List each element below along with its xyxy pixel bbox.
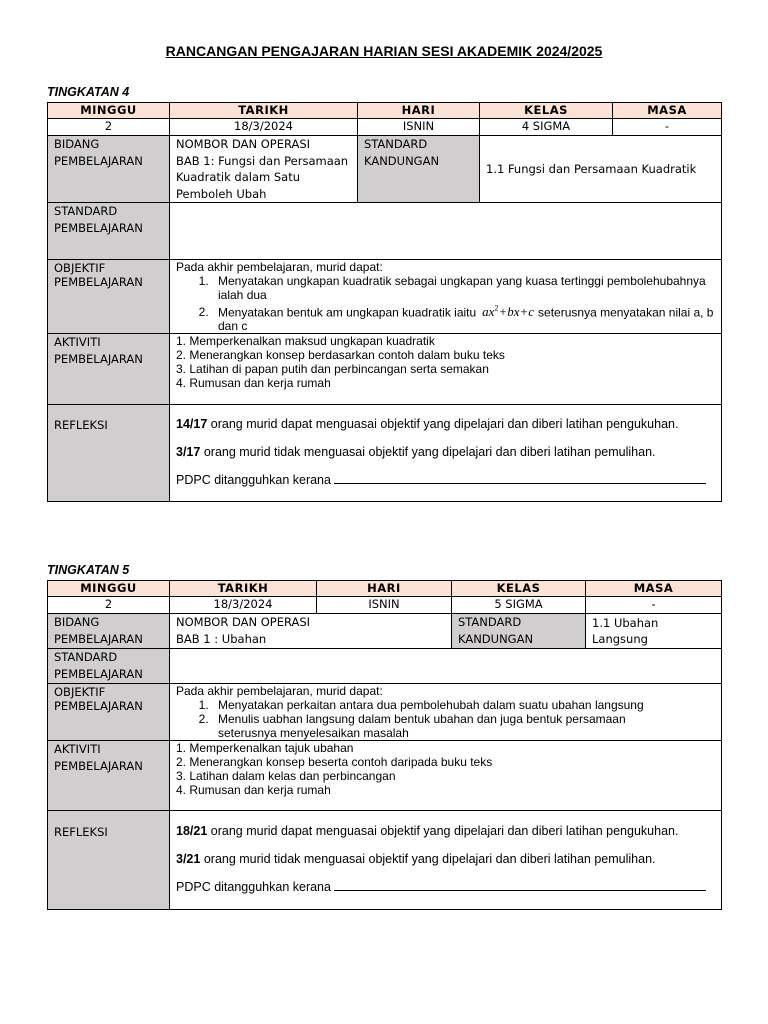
refleksi-fail: 3/21 orang murid tidak menguasai objektif yang dipelajari dan diberi latihan pemulihan. [176, 852, 656, 866]
objektif-item: 2. Menyatakan bentuk am ungkapan kuadratik iaitu $ax^2+bx+c$ seterusnya menyatakan nilai a, b dan c [212, 302, 715, 333]
refleksi-pass: 14/17 orang murid dapat menguasai objektif yang dipelajari dan diberi latihan pengukuhan. [176, 417, 679, 432]
header-minggu: MINGGU [48, 103, 170, 119]
header-tarikh: TARIKH [170, 103, 358, 119]
aktiviti-item: 1. Memperkenalkan tajuk ubahan [176, 741, 354, 755]
header-kelas: KELAS [480, 103, 613, 119]
aktiviti-item: 3. Latihan dalam kelas dan perbincangan [176, 769, 396, 783]
bidang-title: NOMBOR DAN OPERASI [176, 137, 311, 151]
aktiviti-item: 2. Menerangkan konsep berdasarkan contoh dalam buku teks [176, 348, 505, 363]
masa-value: - [613, 119, 722, 136]
kelas-value: 4 SIGMA [480, 119, 613, 136]
bidang-bab: BAB 1: Fungsi dan Persamaan Kuadratik dalam Satu Pemboleh Ubah [176, 153, 349, 201]
objektif-intro: Pada akhir pembelajaran, murid dapat: [176, 684, 383, 698]
standard-pembelajaran-label: STANDARD PEMBELAJARAN [48, 649, 170, 684]
bidang-row [48, 614, 722, 649]
header-hari: HARI [317, 581, 452, 597]
value-row [48, 119, 722, 136]
standard-pembelajaran-row [48, 649, 722, 684]
tarikh-value: 18/3/2024 [170, 119, 358, 136]
hari-value: ISNIN [358, 119, 480, 136]
bidang-row [48, 136, 722, 203]
bidang-label: BIDANG PEMBELAJARAN [48, 614, 170, 649]
header-masa: MASA [586, 581, 722, 597]
refleksi-label: REFLEKSI [48, 811, 170, 910]
refleksi-row [48, 811, 722, 910]
objektif-item: 2. Menulis uabhan langsung dalam bentuk ubahan dan juga bentuk persamaan seterusnya menyelesaikan masalah [212, 712, 675, 740]
page-title: RANCANGAN PENGAJARAN HARIAN SESI AKADEMIK 2024/2025 [165, 43, 603, 59]
pdpc-line: PDPC ditangguhkan kerana [176, 473, 715, 487]
standard-kandungan-value: 1.1 Ubahan Langsung [586, 614, 722, 649]
standard-kandungan-value: 1.1 Fungsi dan Persamaan Kuadratik [480, 136, 722, 203]
aktiviti-row [48, 741, 722, 811]
aktiviti-item: 3. Latihan di papan putih dan perbincangan serta semakan [176, 362, 489, 377]
refleksi-fail: 3/17 orang murid tidak menguasai objektif yang dipelajari dan diberi latihan pemulihan. [176, 445, 656, 460]
header-hari: HARI [358, 103, 480, 119]
hari-value: ISNIN [317, 597, 452, 614]
header-kelas: KELAS [452, 581, 586, 597]
aktiviti-item: 4. Rumusan dan kerja rumah [176, 376, 331, 391]
standard-kandungan-label: STANDARD KANDUNGAN [358, 136, 480, 203]
objektif-list [176, 698, 715, 740]
pdpc-line: PDPC ditangguhkan kerana [176, 880, 715, 894]
refleksi-pass: 18/21 orang murid dapat menguasai objektif yang dipelajari dan diberi latihan pengukuhan. [176, 824, 679, 838]
form-5-label: TINGKATAN 5 [47, 563, 130, 577]
bidang-bab: BAB 1 : Ubahan [176, 631, 267, 646]
form-4-label: TINGKATAN 4 [47, 85, 130, 99]
objektif-list [176, 274, 715, 333]
standard-pembelajaran-value [170, 203, 722, 260]
objektif-item: 1. Menyatakan ungkapan kuadratik sebagai ungkapan yang kuasa tertinggi pembolehubahnya ialah dua [212, 274, 715, 302]
aktiviti-item: 4. Rumusan dan kerja rumah [176, 783, 331, 797]
kelas-value: 5 SIGMA [452, 597, 586, 614]
value-row [48, 597, 722, 614]
bidang-label: BIDANG PEMBELAJARAN [48, 136, 170, 203]
standard-kandungan-label: STANDARD KANDUNGAN [452, 614, 586, 649]
standard-pembelajaran-label: STANDARD PEMBELAJARAN [48, 203, 170, 260]
objektif-row [48, 260, 722, 334]
header-tarikh: TARIKH [170, 581, 317, 597]
aktiviti-label: AKTIVITI PEMBELAJARAN [48, 334, 170, 405]
header-row [48, 103, 722, 119]
refleksi-label: REFLEKSI [48, 405, 170, 502]
pdpc-blank[interactable] [334, 473, 706, 484]
refleksi-row [48, 405, 722, 502]
bidang-title: NOMBOR DAN OPERASI [176, 615, 311, 629]
aktiviti-row [48, 334, 722, 405]
objektif-row [48, 684, 722, 741]
pdpc-blank[interactable] [334, 880, 706, 891]
standard-pembelajaran-value [170, 649, 722, 684]
objektif-intro: Pada akhir pembelajaran, murid dapat: [176, 260, 383, 274]
standard-pembelajaran-row [48, 203, 722, 260]
form-5-table [47, 580, 722, 910]
quadratic-expression: $ax^2+bx+c$ [482, 304, 535, 320]
aktiviti-item: 1. Memperkenalkan maksud ungkapan kuadratik [176, 334, 435, 349]
form-4-table [47, 102, 722, 502]
minggu-value: 2 [48, 119, 170, 136]
tarikh-value: 18/3/2024 [170, 597, 317, 614]
aktiviti-label: AKTIVITI PEMBELAJARAN [48, 741, 170, 811]
header-masa: MASA [613, 103, 722, 119]
header-minggu: MINGGU [48, 581, 170, 597]
objektif-item: 1. Menyatakan perkaitan antara dua pembolehubah dalam suatu ubahan langsung [212, 698, 675, 712]
objektif-label: OBJEKTIF PEMBELAJARAN [48, 260, 170, 334]
minggu-value: 2 [48, 597, 170, 614]
objektif-label: OBJEKTIF PEMBELAJARAN [48, 684, 170, 741]
header-row [48, 581, 722, 597]
aktiviti-item: 2. Menerangkan konsep beserta contoh daripada buku teks [176, 755, 493, 769]
masa-value: - [586, 597, 722, 614]
